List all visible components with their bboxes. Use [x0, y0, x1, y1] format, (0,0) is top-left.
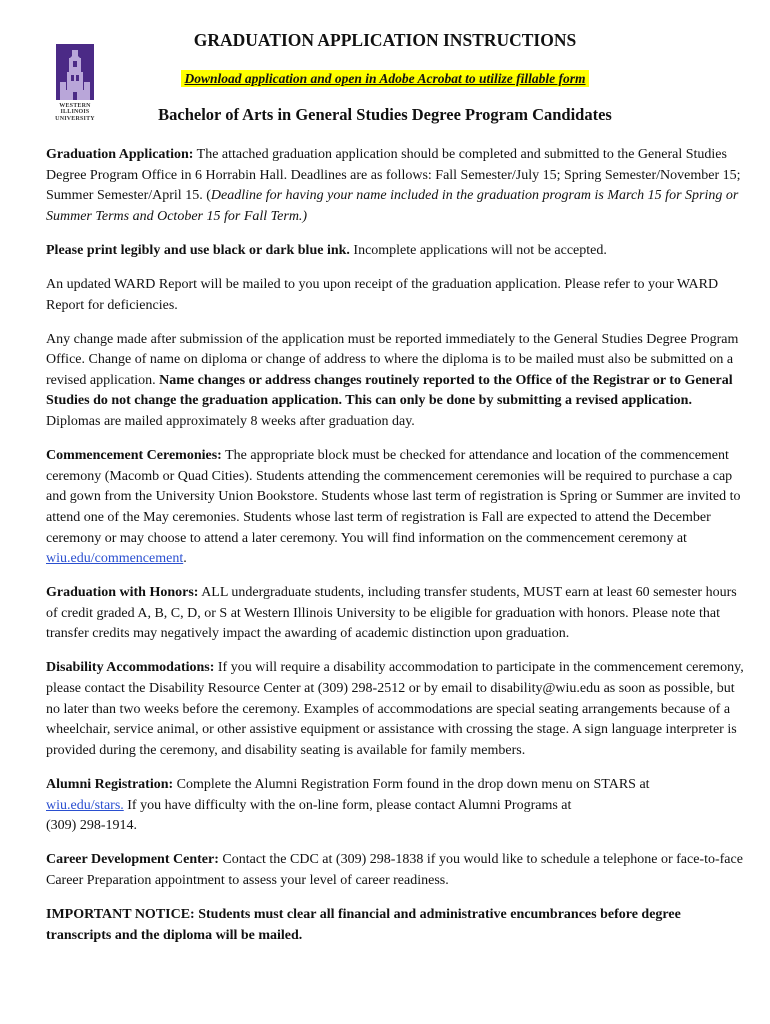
logo-wordmark: WESTERN ILLINOIS UNIVERSITY [55, 103, 95, 122]
section-label: Commencement Ceremonies: [46, 448, 222, 464]
changes-paragraph: Any change made after submission of the application must be reported immediately to the General Studies Degree Program Office. Change of name on diploma or change of address to where the diploma is to be mailed must also be submitted on a revised application. Name changes or address changes routinely reported to the Office of the Registrar or to General Studies do not change the graduation application. This can only be done by submitting a revised application. Diplomas are mailed approximately 8 weeks after graduation day. [46, 331, 739, 430]
section-label: Disability Accommodations: [46, 660, 215, 676]
graduation-application-paragraph: Graduation Application: The attached graduation application should be completed and submitted to the General Studies Degree Program Office in 6 Horrabin Hall. Deadlines are as follows: Fall Semester/July 15; Spring Semester/November 15; Summer Semester/April 15. (Deadline for having your name included in the graduation program is March 15 for Spring or Summer Terms and October 15 for Fall Term.) [46, 147, 741, 224]
ink-paragraph: Please print legibly and use black or dark blue ink. Incomplete applications will not be accepted. [46, 242, 607, 258]
stars-link[interactable]: wiu.edu/stars. [46, 797, 124, 813]
page-subtitle: Bachelor of Arts in General Studies Degree Program Candidates [158, 105, 612, 124]
page-title: GRADUATION APPLICATION INSTRUCTIONS [193, 30, 577, 50]
download-fillable-form-link[interactable]: Download application and open in Adobe Acrobat to utilize fillable form [181, 70, 588, 87]
alumni-paragraph: Alumni Registration: Complete the Alumni Registration Form found in the drop down menu on STARS at wiu.edu/stars. If you have difficulty with the on-line form, please contact Alumni Programs at (309) 298-1914. [46, 776, 650, 834]
section-label: Graduation with Honors: [46, 585, 199, 601]
ward-report-paragraph: An updated WARD Report will be mailed to you upon receipt of the graduation application. Please refer to your WARD Report for deficiencies. [46, 276, 719, 313]
honors-paragraph: Graduation with Honors: ALL undergraduate students, including transfer students, MUST earn at least 60 semester hours of credit graded A, B, C, D, or S at Western Illinois University to be eligible for graduation with honors. Please note that transfer credits may negatively impact the awarding of academic distinction upon graduation. [46, 585, 737, 642]
career-paragraph: Career Development Center: Contact the CDC at (309) 298-1838 if you would like to schedule a telephone or face-to-face Career Preparation appointment to assess your level of career readiness. [46, 852, 743, 888]
commencement-paragraph: Commencement Ceremonies: The appropriate block must be checked for attendance and location of the commencement ceremony (Macomb or Quad Cities). Students attending the commencement ceremonies will be required to purchase a cap and gown from the University Union Bookstore. Students whose last term of registration is Spring or Summer are invited to attend one of the May ceremonies. Students whose last term of registration is Fall are expected to attend the December ceremony or may choose to attend a later ceremony. You will find information on the commencement ceremony at wiu.edu/commencement. [46, 448, 741, 567]
disability-paragraph: Disability Accommodations: If you will require a disability accommodation to participate in the commencement ceremony, please contact the Disability Resource Center at (309) 298-2512 or by email to disability@wiu.edu as soon as possible, but no later than two weeks before the ceremony. Examples of accommodations are special seating arrangements because of a wheelchair, service animal, or other assistive equipment or assistance with crossing the stage. A sign language interpreter is provided during the ceremony, and disability seating is available for family members. [46, 660, 744, 758]
important-notice: IMPORTANT NOTICE: Students must clear all financial and administrative encumbrances before degree transcripts and the diploma will be mailed. [46, 906, 681, 943]
section-label: Alumni Registration: [46, 776, 174, 792]
section-label: Graduation Application: [46, 147, 194, 162]
commencement-link[interactable]: wiu.edu/commencement [46, 551, 184, 567]
instructions-body [46, 145, 746, 960]
section-label: Career Development Center: [46, 852, 219, 868]
